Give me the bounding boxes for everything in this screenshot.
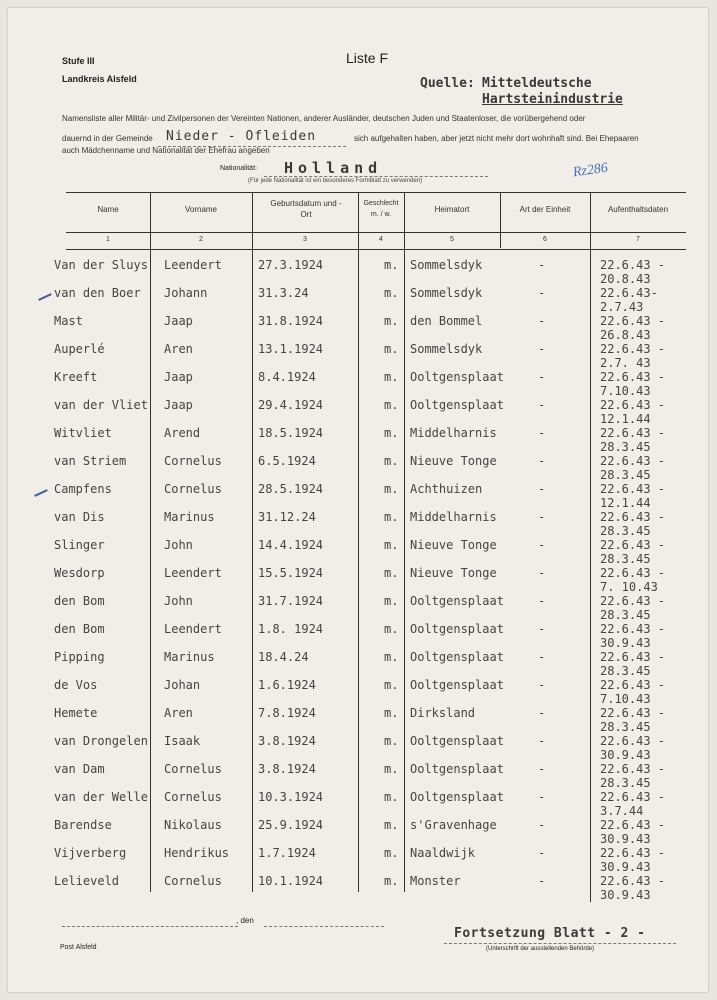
date-entry: 28.3.45 <box>600 524 651 538</box>
cell-geburtsdatum: 10.3.1924 <box>258 790 324 804</box>
cell-name: van Striem <box>54 454 127 468</box>
intro-line3: auch Mädchenname und Nationalität der Ehefrau angeben <box>62 146 270 155</box>
col-num-1: 1 <box>106 236 110 243</box>
cell-einheit: - <box>538 734 546 748</box>
cell-geburtsdatum: 31.3.24 <box>258 286 309 300</box>
cell-vorname: Hendrikus <box>164 846 230 860</box>
cell-geschlecht: m. <box>384 314 399 328</box>
cell-aufenthaltsdaten <box>600 762 690 790</box>
cell-geburtsdatum: 29.4.1924 <box>258 398 324 412</box>
cell-geschlecht: m. <box>384 566 399 580</box>
cell-geschlecht: m. <box>384 510 399 524</box>
cell-einheit: - <box>538 762 546 776</box>
date-entry: 22.6.43 - <box>600 706 666 720</box>
cell-geburtsdatum: 27.3.1924 <box>258 258 324 272</box>
stufe-label: Stufe III <box>62 56 95 66</box>
col-header-einheit: Art der Einheit <box>519 205 571 214</box>
date-entry: 22.6.43 - <box>600 510 666 524</box>
cell-aufenthaltsdaten <box>600 594 690 622</box>
cell-aufenthaltsdaten <box>600 286 690 314</box>
cell-geburtsdatum: 7.8.1924 <box>258 706 316 720</box>
cell-aufenthaltsdaten <box>600 342 690 370</box>
cell-vorname: Cornelus <box>164 454 222 468</box>
cell-heimatort: Ooltgensplaat <box>410 734 504 748</box>
den-label: , den <box>236 916 254 925</box>
cell-name: van der Welle <box>54 790 148 804</box>
cell-einheit: - <box>538 342 546 356</box>
gemeinde-value: Nieder - Ofleiden <box>166 129 317 144</box>
cell-einheit: - <box>538 398 546 412</box>
col-header-aufenthalt: Aufenthaltsdaten <box>607 205 669 214</box>
cell-heimatort: Nieuve Tonge <box>410 538 497 552</box>
signature-caption: (Unterschrift der ausstellenden Behörde) <box>486 946 595 952</box>
cell-name: den Bom <box>54 622 105 636</box>
cell-aufenthaltsdaten <box>600 454 690 482</box>
date-entry: 12.1.44 <box>600 496 651 510</box>
cell-einheit: - <box>538 622 546 636</box>
cell-geburtsdatum: 18.5.1924 <box>258 426 324 440</box>
cell-aufenthaltsdaten <box>600 622 690 650</box>
cell-einheit: - <box>538 566 546 580</box>
cell-vorname: Leendert <box>164 622 222 636</box>
cell-einheit: - <box>538 482 546 496</box>
cell-name: Van der Sluys <box>54 258 148 272</box>
col-num-7: 7 <box>636 236 640 243</box>
cell-einheit: - <box>538 846 546 860</box>
cell-geschlecht: m. <box>384 370 399 384</box>
cell-geburtsdatum: 31.12.24 <box>258 510 316 524</box>
cell-heimatort: Ooltgensplaat <box>410 650 504 664</box>
cell-heimatort: Middelharnis <box>410 510 497 524</box>
date-entry: 22.6.43 - <box>600 454 666 468</box>
date-entry: 30.9.43 <box>600 832 651 846</box>
cell-name: Hemete <box>54 706 98 720</box>
cell-einheit: - <box>538 454 546 468</box>
cell-vorname: Aren <box>164 706 193 720</box>
cell-name: van Dam <box>54 762 105 776</box>
cell-einheit: - <box>538 790 546 804</box>
cell-heimatort: Nieuve Tonge <box>410 566 497 580</box>
cell-vorname: Isaak <box>164 734 201 748</box>
date-entry: 22.6.43 - <box>600 538 666 552</box>
cell-name: de Vos <box>54 678 98 692</box>
cell-heimatort: Ooltgensplaat <box>410 762 504 776</box>
cell-heimatort: Sommelsdyk <box>410 342 483 356</box>
cell-heimatort: den Bommel <box>410 314 483 328</box>
quelle-line2: Hartsteinindustrie <box>482 92 623 107</box>
cell-name: van der Vliet <box>54 398 148 412</box>
date-line <box>264 926 384 927</box>
cell-geschlecht: m. <box>384 678 399 692</box>
liste-title: Liste F <box>346 50 389 66</box>
cell-geschlecht: m. <box>384 398 399 412</box>
col-num-2: 2 <box>199 236 203 243</box>
date-entry: 30.9.43 <box>600 888 651 902</box>
cell-geburtsdatum: 14.4.1924 <box>258 538 324 552</box>
nationality-label: Nationalität: <box>220 165 257 172</box>
cell-geschlecht: m. <box>384 734 399 748</box>
date-entry: 2.7.43 <box>600 300 644 314</box>
cell-geburtsdatum: 3.8.1924 <box>258 762 316 776</box>
cell-vorname: Cornelus <box>164 790 222 804</box>
cell-geburtsdatum: 1.7.1924 <box>258 846 316 860</box>
cell-heimatort: Dirksland <box>410 706 476 720</box>
cell-heimatort: Ooltgensplaat <box>410 398 504 412</box>
date-entry: 30.9.43 <box>600 748 651 762</box>
continuation-note: Fortsetzung Blatt - 2 - <box>454 926 646 941</box>
cell-vorname: Nikolaus <box>164 818 222 832</box>
cell-geschlecht: m. <box>384 650 399 664</box>
col-header-name: Name <box>97 205 119 214</box>
date-entry: 12.1.44 <box>600 412 651 426</box>
cell-vorname: Marinus <box>164 650 215 664</box>
col-header-vorname: Vorname <box>184 205 218 214</box>
cell-geburtsdatum: 15.5.1924 <box>258 566 324 580</box>
cell-geschlecht: m. <box>384 454 399 468</box>
cell-aufenthaltsdaten <box>600 426 690 454</box>
document-page <box>8 8 708 992</box>
cell-geschlecht: m. <box>384 286 399 300</box>
date-entry: 22.6.43 - <box>600 314 666 328</box>
date-entry: 22.6.43 - <box>600 566 666 580</box>
cell-name: Campfens <box>54 482 112 496</box>
date-entry: 22.6.43 - <box>600 258 666 272</box>
date-entry: 30.9.43 <box>600 860 651 874</box>
cell-einheit: - <box>538 650 546 664</box>
col-num-6: 6 <box>543 236 547 243</box>
cell-aufenthaltsdaten <box>600 818 690 846</box>
cell-aufenthaltsdaten <box>600 650 690 678</box>
cell-geburtsdatum: 31.7.1924 <box>258 594 324 608</box>
date-entry: 7.10.43 <box>600 692 651 706</box>
cell-aufenthaltsdaten <box>600 566 690 594</box>
cell-aufenthaltsdaten <box>600 874 690 902</box>
cell-heimatort: s'Gravenhage <box>410 818 497 832</box>
cell-geschlecht: m. <box>384 342 399 356</box>
cell-aufenthaltsdaten <box>600 258 690 286</box>
date-entry: 3.7.44 <box>600 804 644 818</box>
cell-vorname: Cornelus <box>164 762 222 776</box>
cell-name: van Drongelen <box>54 734 148 748</box>
intro-line2a: dauernd in der Gemeinde <box>62 134 153 143</box>
date-entry: 26.8.43 <box>600 328 651 342</box>
cell-geschlecht: m. <box>384 594 399 608</box>
cell-aufenthaltsdaten <box>600 398 690 426</box>
cell-name: Mast <box>54 314 83 328</box>
date-entry: 28.3.45 <box>600 608 651 622</box>
cell-einheit: - <box>538 594 546 608</box>
nationality-underline <box>264 176 488 177</box>
cell-vorname: Aren <box>164 342 193 356</box>
date-entry: 22.6.43 - <box>600 622 666 636</box>
date-entry: 22.6.43 - <box>600 678 666 692</box>
cell-einheit: - <box>538 258 546 272</box>
cell-heimatort: Nieuve Tonge <box>410 454 497 468</box>
cell-heimatort: Ooltgensplaat <box>410 790 504 804</box>
cell-vorname: Arend <box>164 426 201 440</box>
date-entry: 22.6.43 - <box>600 818 666 832</box>
cell-geburtsdatum: 10.1.1924 <box>258 874 324 888</box>
cell-einheit: - <box>538 874 546 888</box>
cell-einheit: - <box>538 286 546 300</box>
date-entry: 7.10.43 <box>600 384 651 398</box>
col-header-geburtsdatum: Geburtsdatum und -Ort <box>270 199 342 219</box>
col-header-geschlecht: Geschlecht m. / w. <box>363 200 399 218</box>
date-entry: 28.3.45 <box>600 720 651 734</box>
archive-stamp: Rz286 <box>572 160 609 181</box>
date-entry: 22.6.43 - <box>600 790 666 804</box>
cell-name: Barendse <box>54 818 112 832</box>
cell-name: Vijverberg <box>54 846 127 860</box>
date-entry: 28.3.45 <box>600 776 651 790</box>
cell-geburtsdatum: 25.9.1924 <box>258 818 324 832</box>
cell-name: Lelieveld <box>54 874 120 888</box>
cell-aufenthaltsdaten <box>600 846 690 874</box>
cell-name: van den Boer <box>54 286 141 300</box>
cell-heimatort: Achthuizen <box>410 482 483 496</box>
cell-vorname: Johann <box>164 286 208 300</box>
cell-name: den Bom <box>54 594 105 608</box>
cell-aufenthaltsdaten <box>600 734 690 762</box>
cell-heimatort: Ooltgensplaat <box>410 678 504 692</box>
cell-geburtsdatum: 13.1.1924 <box>258 342 324 356</box>
place-line <box>62 926 238 927</box>
date-entry: 2.7. 43 <box>600 356 651 370</box>
cell-geschlecht: m. <box>384 790 399 804</box>
cell-vorname: Leendert <box>164 258 222 272</box>
cell-geschlecht: m. <box>384 762 399 776</box>
cell-geburtsdatum: 1.6.1924 <box>258 678 316 692</box>
cell-name: Pipping <box>54 650 105 664</box>
col-header-heimatort: Heimatort <box>434 205 470 214</box>
cell-geburtsdatum: 31.8.1924 <box>258 314 324 328</box>
date-entry: 22.6.43 - <box>600 846 666 860</box>
cell-einheit: - <box>538 314 546 328</box>
cell-geburtsdatum: 8.4.1924 <box>258 370 316 384</box>
cell-geschlecht: m. <box>384 426 399 440</box>
cell-vorname: Johan <box>164 678 201 692</box>
cell-vorname: Jaap <box>164 314 193 328</box>
cell-name: van Dis <box>54 510 105 524</box>
date-entry: 22.6.43 - <box>600 398 666 412</box>
cell-geschlecht: m. <box>384 258 399 272</box>
cell-geschlecht: m. <box>384 818 399 832</box>
cell-name: Witvliet <box>54 426 112 440</box>
date-entry: 22.6.43 - <box>600 594 666 608</box>
cell-vorname: Jaap <box>164 370 193 384</box>
intro-line1: Namensliste aller Militär- und Zivilpersonen der Vereinten Nationen, anderer Ausländer, deutschen Juden und Staatenloser, die vorübergehend oder <box>62 114 586 123</box>
cell-vorname: John <box>164 594 193 608</box>
cell-vorname: John <box>164 538 193 552</box>
cell-geschlecht: m. <box>384 706 399 720</box>
cell-einheit: - <box>538 706 546 720</box>
post-label: Post Alsfeld <box>60 944 97 951</box>
cell-aufenthaltsdaten <box>600 510 690 538</box>
cell-heimatort: Sommelsdyk <box>410 286 483 300</box>
cell-heimatort: Ooltgensplaat <box>410 622 504 636</box>
cell-geburtsdatum: 3.8.1924 <box>258 734 316 748</box>
date-entry: 22.6.43 - <box>600 734 666 748</box>
cell-einheit: - <box>538 370 546 384</box>
cell-heimatort: Middelharnis <box>410 426 497 440</box>
date-entry: 22.6.43 - <box>600 426 666 440</box>
cell-heimatort: Monster <box>410 874 461 888</box>
cell-vorname: Cornelus <box>164 874 222 888</box>
cell-vorname: Marinus <box>164 510 215 524</box>
cell-name: Auperlé <box>54 342 105 356</box>
date-entry: 28.3.45 <box>600 440 651 454</box>
date-entry: 22.6.43 - <box>600 762 666 776</box>
quelle-line1: Mitteldeutsche <box>482 76 592 91</box>
cell-einheit: - <box>538 510 546 524</box>
date-entry: 28.3.45 <box>600 468 651 482</box>
date-entry: 22.6.43 - <box>600 482 666 496</box>
cell-vorname: Leendert <box>164 566 222 580</box>
cell-einheit: - <box>538 538 546 552</box>
cell-geburtsdatum: 18.4.24 <box>258 650 309 664</box>
cell-vorname: Cornelus <box>164 482 222 496</box>
cell-aufenthaltsdaten <box>600 538 690 566</box>
cell-geburtsdatum: 1.8. 1924 <box>258 622 324 636</box>
cell-geburtsdatum: 6.5.1924 <box>258 454 316 468</box>
signature-line <box>444 943 676 944</box>
nationality-value: Holland <box>284 159 383 177</box>
cell-aufenthaltsdaten <box>600 314 690 342</box>
nationality-note: (Für jede Nationalität ist ein besonderes Formblatt zu verwenden) <box>248 178 423 184</box>
date-entry: 28.3.45 <box>600 552 651 566</box>
cell-heimatort: Ooltgensplaat <box>410 594 504 608</box>
quelle-label: Quelle: <box>420 76 475 91</box>
cell-geschlecht: m. <box>384 874 399 888</box>
intro-line2b: sich aufgehalten haben, aber jetzt nicht mehr dort wohnhaft sind. Bei Ehepaaren <box>354 134 639 143</box>
cell-heimatort: Ooltgensplaat <box>410 370 504 384</box>
cell-einheit: - <box>538 678 546 692</box>
cell-geschlecht: m. <box>384 538 399 552</box>
date-entry: 22.6.43 - <box>600 874 666 888</box>
date-entry: 7. 10.43 <box>600 580 658 594</box>
cell-aufenthaltsdaten <box>600 706 690 734</box>
date-entry: 20.8.43 <box>600 272 651 286</box>
col-num-4: 4 <box>379 236 383 243</box>
col-num-5: 5 <box>450 236 454 243</box>
cell-aufenthaltsdaten <box>600 482 690 510</box>
col-num-3: 3 <box>303 236 307 243</box>
cell-name: Slinger <box>54 538 105 552</box>
date-entry: 22.6.43- <box>600 286 658 300</box>
cell-geschlecht: m. <box>384 482 399 496</box>
cell-vorname: Jaap <box>164 398 193 412</box>
landkreis-label: Landkreis Alsfeld <box>62 74 137 84</box>
cell-einheit: - <box>538 818 546 832</box>
cell-name: Kreeft <box>54 370 98 384</box>
header-divider <box>66 232 686 233</box>
cell-heimatort: Sommelsdyk <box>410 258 483 272</box>
cell-geschlecht: m. <box>384 846 399 860</box>
cell-heimatort: Naaldwijk <box>410 846 476 860</box>
cell-name: Wesdorp <box>54 566 105 580</box>
cell-geburtsdatum: 28.5.1924 <box>258 482 324 496</box>
date-entry: 22.6.43 - <box>600 342 666 356</box>
date-entry: 30.9.43 <box>600 636 651 650</box>
date-entry: 22.6.43 - <box>600 370 666 384</box>
cell-aufenthaltsdaten <box>600 370 690 398</box>
cell-aufenthaltsdaten <box>600 790 690 818</box>
cell-einheit: - <box>538 426 546 440</box>
date-entry: 28.3.45 <box>600 664 651 678</box>
date-entry: 22.6.43 - <box>600 650 666 664</box>
cell-aufenthaltsdaten <box>600 678 690 706</box>
cell-geschlecht: m. <box>384 622 399 636</box>
